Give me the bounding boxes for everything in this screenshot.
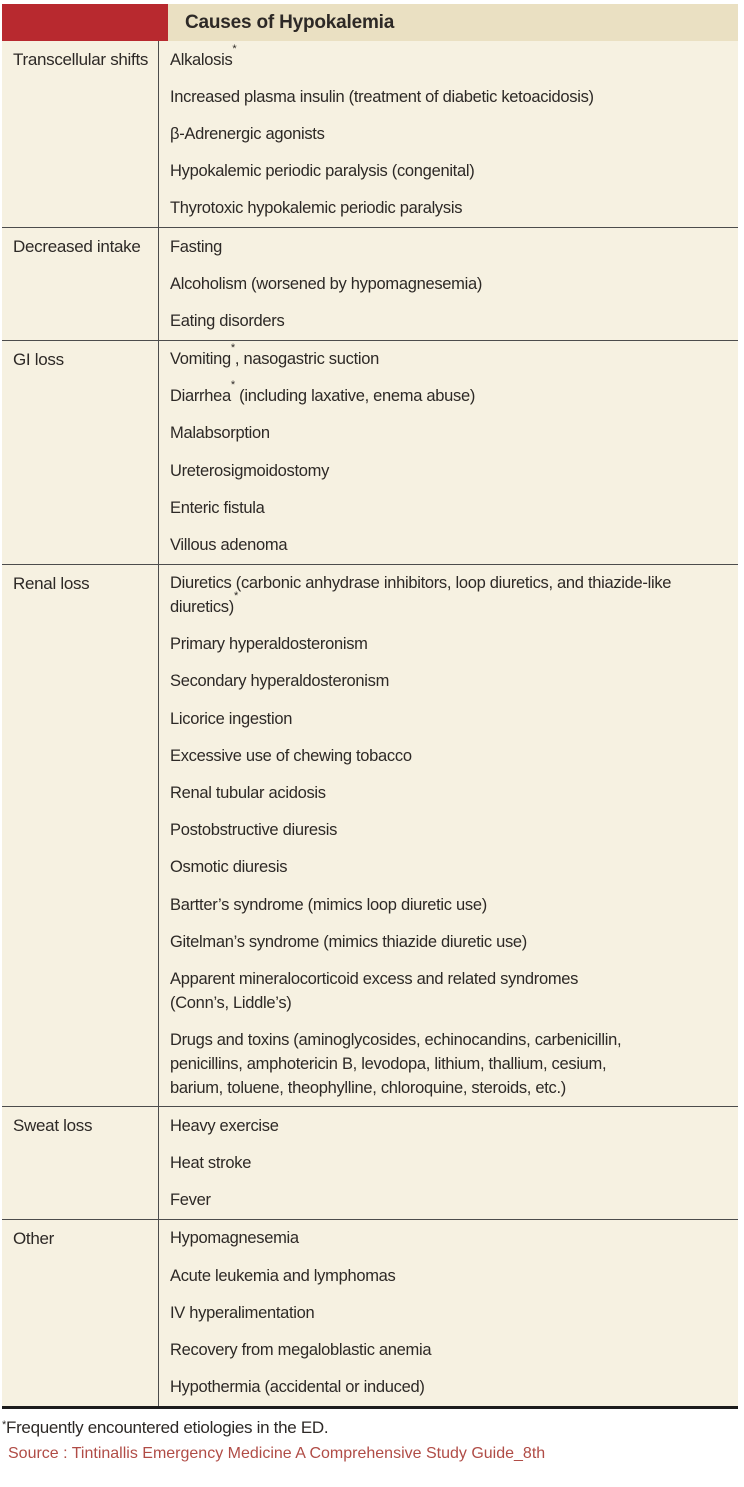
cause-item	[159, 526, 732, 563]
cause-item-text: Recovery from megaloblastic anemia	[170, 1341, 432, 1360]
cause-item	[159, 737, 732, 774]
cause-item	[159, 1369, 732, 1406]
cause-item	[159, 302, 732, 339]
cause-item	[159, 341, 732, 378]
table-group	[2, 1219, 738, 1406]
cause-item-text: Vomiting*, nasogastric suction	[170, 342, 379, 369]
cause-item	[159, 378, 732, 415]
cause-item	[159, 960, 732, 1021]
footnote	[2, 1418, 738, 1438]
cause-item-text: Gitelman’s syndrome (mimics thiazide diuretic use)	[170, 932, 527, 951]
footnote-asterisk: *	[2, 1418, 6, 1431]
cause-item-text: Drugs and toxins (aminoglycosides, echinocandins, carbenicillin, penicillins, amphotericin B, levodopa, lithium, thallium, cesium, barium, toluene, theophylline, chloroquine, steroids, etc.)	[170, 1030, 622, 1097]
cause-item-text: Hypokalemic periodic paralysis (congenital)	[170, 162, 475, 181]
cause-item-text: Acute leukemia and lymphomas	[170, 1266, 396, 1285]
category-cell: Transcellular shifts	[13, 50, 149, 69]
causes-cell	[158, 1107, 738, 1219]
cause-item	[159, 115, 732, 152]
cause-item	[159, 1145, 732, 1182]
table-group	[2, 340, 738, 564]
footnote-text: Frequently encountered etiologies in the ED.	[5, 1417, 329, 1437]
table-header-row	[2, 4, 738, 41]
cause-item	[159, 1331, 732, 1368]
table-group	[2, 227, 738, 340]
cause-item-text: Villous adenoma	[170, 536, 288, 555]
category-cell: Sweat loss	[13, 1116, 93, 1136]
cause-item	[159, 774, 732, 811]
causes-cell	[158, 341, 738, 564]
table-group	[2, 564, 738, 1107]
cause-item-text: Heavy exercise	[170, 1116, 279, 1135]
cause-item-text: Postobstructive diuresis	[170, 821, 338, 840]
category-cell: GI loss	[13, 349, 64, 369]
cause-item	[159, 849, 732, 886]
page	[0, 4, 744, 1487]
source-line: Source : Tintinallis Emergency Medicine A Comprehensive Study Guide_8th	[8, 1444, 546, 1462]
cause-item	[159, 626, 732, 663]
cause-item-text: Secondary hyperaldosteronism	[170, 672, 390, 691]
cause-item-text: Renal tubular acidosis	[170, 783, 326, 802]
cause-item	[159, 663, 732, 700]
table-group	[2, 41, 738, 227]
cause-item-text: Increased plasma insulin (treatment of diabetic ketoacidosis)	[170, 87, 594, 106]
cause-item	[159, 1021, 732, 1106]
causes-cell	[158, 41, 738, 227]
cause-item	[159, 923, 732, 960]
cause-item-text: Fasting	[170, 237, 223, 256]
cause-item-text: Alcoholism (worsened by hypomagnesemia)	[170, 274, 483, 293]
cause-item	[159, 153, 732, 190]
category-cell: Other	[13, 1228, 55, 1248]
cause-item-text: Bartter’s syndrome (mimics loop diuretic use)	[170, 895, 487, 914]
cause-item	[159, 489, 732, 526]
cause-item	[159, 190, 732, 227]
cause-item	[159, 812, 732, 849]
cause-item-text: Hypomagnesemia	[170, 1229, 299, 1248]
causes-cell	[158, 1220, 738, 1406]
hypokalemia-table	[2, 4, 738, 1409]
cause-item-text: Eating disorders	[170, 311, 285, 330]
cause-item-text: IV hyperalimentation	[170, 1303, 315, 1322]
cause-item	[159, 700, 732, 737]
header-red-block	[2, 4, 168, 41]
causes-cell	[158, 565, 738, 1107]
cause-item-text: Thyrotoxic hypokalemic periodic paralysis	[170, 199, 463, 218]
cause-item	[159, 1257, 732, 1294]
cause-item-text: Heat stroke	[170, 1154, 252, 1173]
causes-cell	[158, 228, 738, 340]
table-title: Causes of Hypokalemia	[168, 4, 738, 41]
cause-item-text: Osmotic diuresis	[170, 858, 288, 877]
cause-item-text: Alkalosis*	[170, 42, 237, 69]
cause-item-text: Primary hyperaldosteronism	[170, 635, 368, 654]
cause-item	[159, 1294, 732, 1331]
cause-item	[159, 1107, 732, 1144]
cause-item-text: Enteric fistula	[170, 498, 265, 517]
category-cell: Decreased intake	[13, 236, 141, 256]
table-body	[2, 41, 738, 1409]
cause-item	[159, 452, 732, 489]
cause-item	[159, 565, 732, 626]
cause-item	[159, 1182, 732, 1219]
cause-item-text: Ureterosigmoidostomy	[170, 461, 330, 480]
cause-item	[159, 228, 732, 265]
cause-item-text: Hypothermia (accidental or induced)	[170, 1378, 425, 1397]
cause-item-text: Fever	[170, 1191, 211, 1210]
cause-item	[159, 265, 732, 302]
cause-item-text: Malabsorption	[170, 424, 270, 443]
cause-item	[159, 886, 732, 923]
cause-item-text: Diuretics (carbonic anhydrase inhibitors, loop diuretics, and thiazide-like diuretics)*	[170, 574, 672, 617]
cause-item	[159, 41, 732, 78]
cause-item-text: Licorice ingestion	[170, 709, 293, 728]
cause-item-text: Excessive use of chewing tobacco	[170, 746, 412, 765]
cause-item-text: β-Adrenergic agonists	[170, 124, 325, 143]
category-cell: Renal loss	[13, 573, 90, 593]
cause-item	[159, 78, 732, 115]
cause-item-text: Diarrhea* (including laxative, enema abuse)	[170, 379, 476, 406]
cause-item	[159, 1220, 732, 1257]
cause-item	[159, 415, 732, 452]
table-group	[2, 1106, 738, 1219]
cause-item-text: Apparent mineralocorticoid excess and related syndromes (Conn’s, Liddle’s)	[170, 969, 579, 1012]
